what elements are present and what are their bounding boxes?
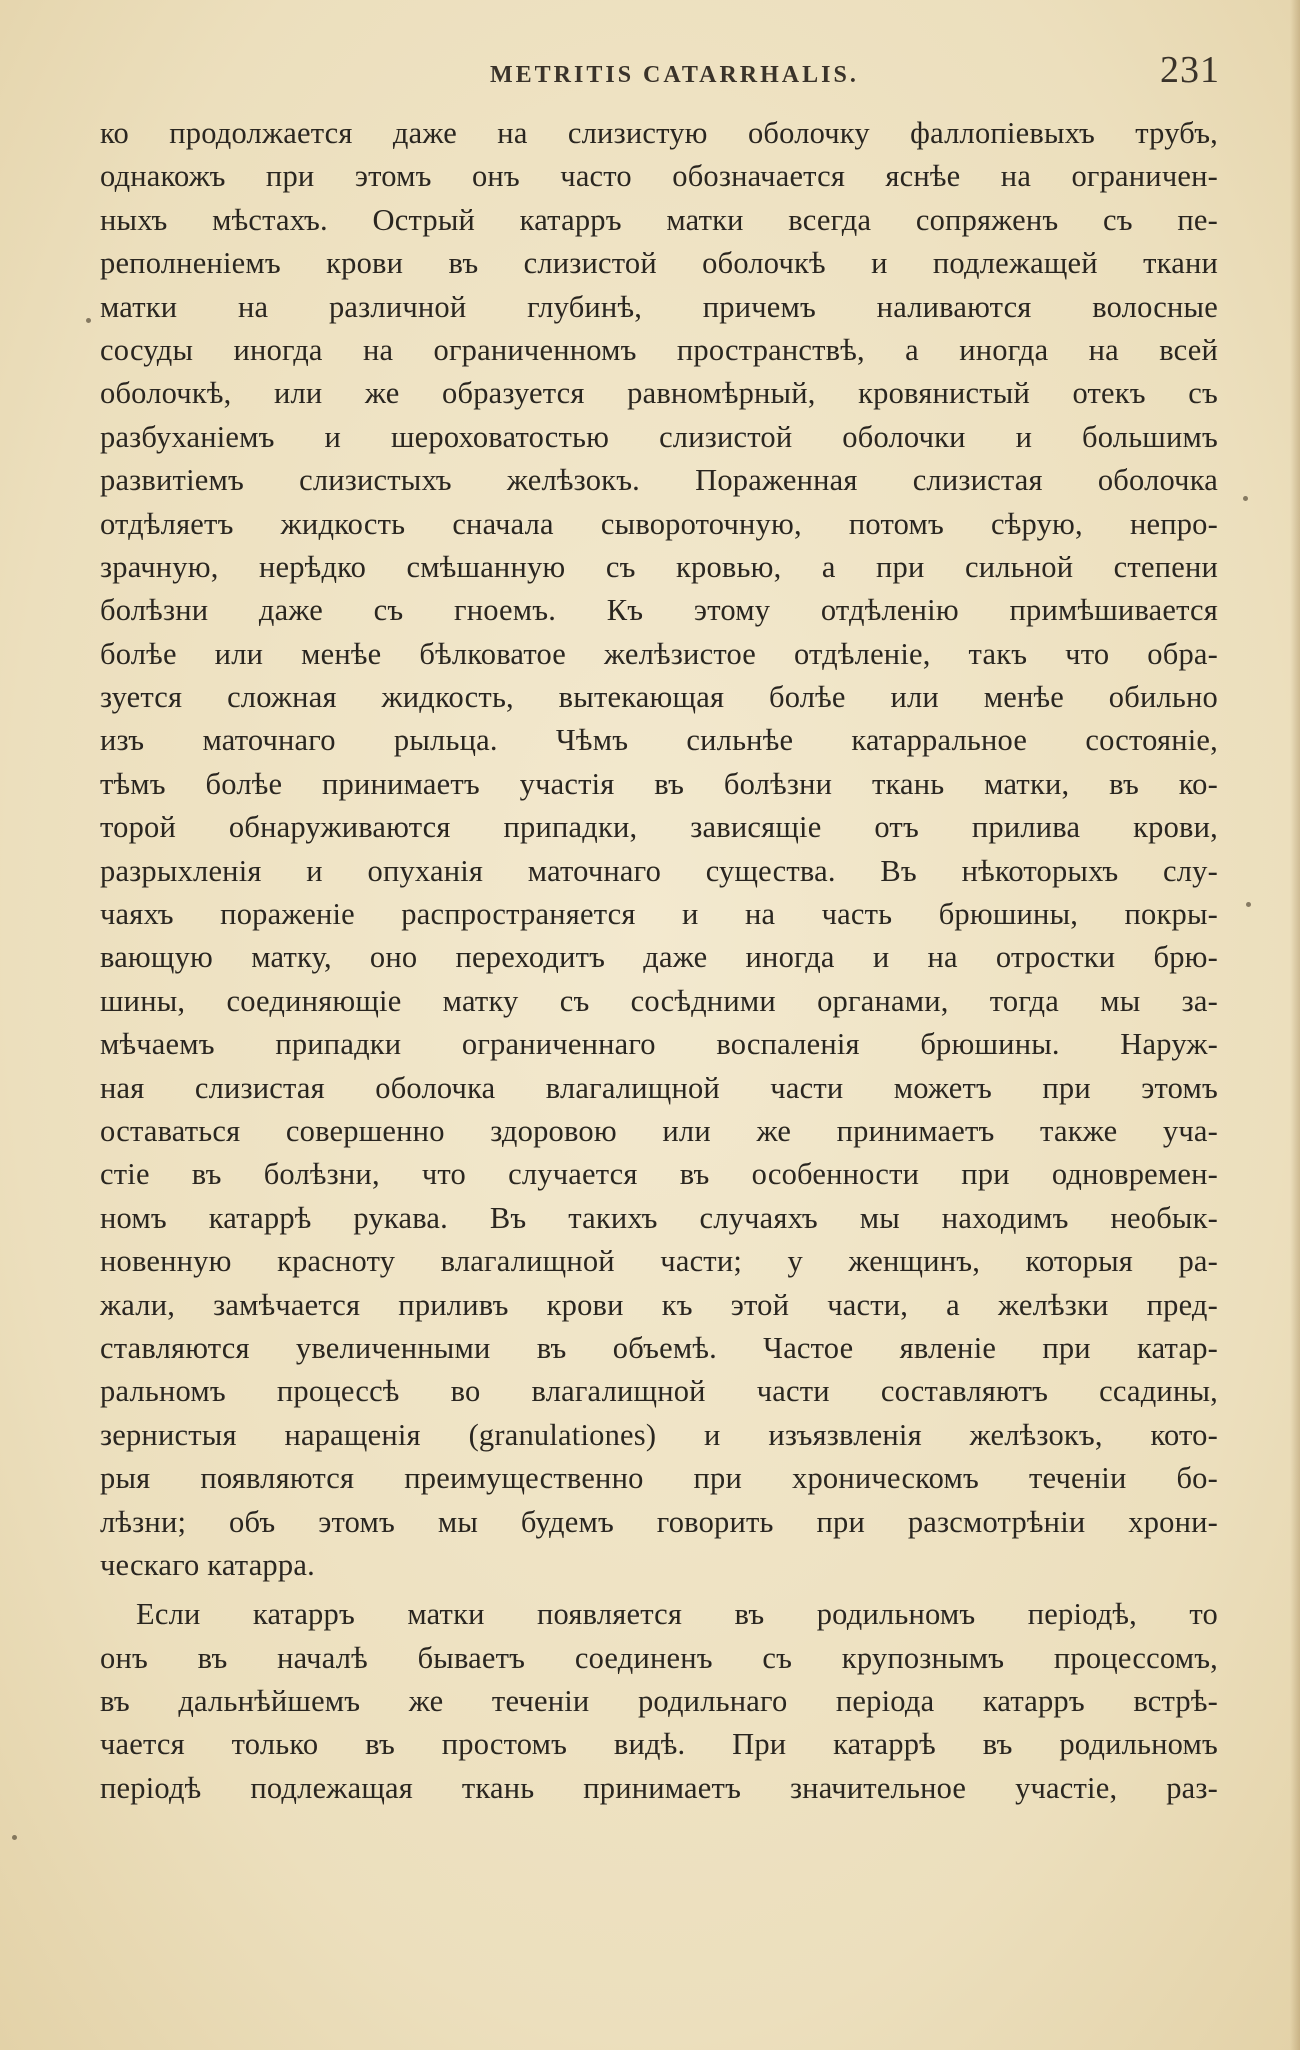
text-line: ральномъ процессѣ во влагалищной части составляютъ ссадины, xyxy=(100,1374,1218,1409)
text-line: оболочкѣ, или же образуется равномѣрный, кровянистый отекъ съ xyxy=(100,376,1218,411)
text-line: Если катарръ матки появляется въ родильномъ періодѣ, то xyxy=(136,1597,1218,1632)
page-number: 231 xyxy=(1160,49,1220,91)
text-line: ныхъ мѣстахъ. Острый катарръ матки всегда сопряженъ съ пе- xyxy=(100,202,1218,237)
text-line: зрачную, нерѣдко смѣшанную съ кровью, а при сильной степени xyxy=(100,549,1218,584)
text-line: матки на различной глубинѣ, причемъ наливаются волосные xyxy=(100,289,1218,324)
ink-speck xyxy=(86,318,91,323)
text-line: реполненіемъ крови въ слизистой оболочкѣ и подлежащей ткани xyxy=(100,246,1218,281)
text-line: жали, замѣчается приливъ крови къ этой части, а желѣзки пред- xyxy=(100,1287,1218,1322)
text-line: болѣе или менѣе бѣлковатое желѣзистое отдѣленіе, такъ что обра- xyxy=(100,636,1218,671)
text-line: болѣзни даже съ гноемъ. Къ этому отдѣленію примѣшивается xyxy=(100,593,1218,628)
text-line: разрыхленія и опуханія маточнаго существа. Въ нѣкоторыхъ слу- xyxy=(100,853,1218,888)
text-line: торой обнаруживаются припадки, зависящіе отъ прилива крови, xyxy=(100,810,1218,845)
page-header xyxy=(100,48,1220,98)
text-line: ставляются увеличенными въ объемѣ. Частое явленіе при катар- xyxy=(100,1330,1218,1365)
text-line: чаяхъ пораженіе распространяется и на часть брюшины, покры- xyxy=(100,897,1218,932)
body-text xyxy=(100,112,1218,1810)
paragraph-2 xyxy=(100,1593,1218,1810)
ink-speck xyxy=(12,1835,17,1840)
ink-speck xyxy=(1246,902,1251,907)
text-line: въ дальнѣйшемъ же теченіи родильнаго періода катарръ встрѣ- xyxy=(100,1684,1218,1719)
text-line: зуется сложная жидкость, вытекающая болѣе или менѣе обильно xyxy=(100,680,1218,715)
text-line: онъ въ началѣ бываетъ соединенъ съ крупознымъ процессомъ, xyxy=(100,1640,1218,1675)
text-line: вающую матку, оно переходитъ даже иногда и на отростки брю- xyxy=(100,940,1218,975)
text-line: разбуханіемъ и шероховатостью слизистой оболочки и большимъ xyxy=(100,419,1218,454)
text-line: стіе въ болѣзни, что случается въ особенности при одновремен- xyxy=(100,1157,1218,1192)
text-line: рыя появляются преимущественно при хроническомъ теченіи бо- xyxy=(100,1461,1218,1496)
text-line: мѣчаемъ припадки ограниченнаго воспаленія брюшины. Наруж- xyxy=(100,1027,1218,1062)
text-line: новенную красноту влагалищной части; у женщинъ, которыя ра- xyxy=(100,1244,1218,1279)
text-line: сосуды иногда на ограниченномъ пространствѣ, а иногда на всей xyxy=(100,332,1218,367)
text-line: отдѣляетъ жидкость сначала сывороточную, потомъ сѣрую, непро- xyxy=(100,506,1218,541)
text-line: изъ маточнаго рыльца. Чѣмъ сильнѣе катарральное состояніе, xyxy=(100,723,1218,758)
text-line: лѣзни; объ этомъ мы будемъ говорить при разсмотрѣніи хрони- xyxy=(100,1504,1218,1539)
text-line: тѣмъ болѣе принимаетъ участія въ болѣзни ткань матки, въ ко- xyxy=(100,766,1218,801)
paragraph-1 xyxy=(100,112,1218,1587)
ink-speck xyxy=(1243,496,1248,501)
text-line: развитіемъ слизистыхъ желѣзокъ. Пораженная слизистая оболочка xyxy=(100,463,1218,498)
text-line: зернистыя наращенія (granulationes) и изъязвленія желѣзокъ, кото- xyxy=(100,1417,1218,1452)
text-line: однакожъ при этомъ онъ часто обозначается яснѣе на ограничен- xyxy=(100,159,1218,194)
text-line: номъ катаррѣ рукава. Въ такихъ случаяхъ мы находимъ необык- xyxy=(100,1200,1218,1235)
running-head: METRITIS CATARRHALIS. xyxy=(490,62,859,88)
text-line: ко продолжается даже на слизистую оболочку фаллопіевыхъ трубъ, xyxy=(100,116,1218,150)
text-line: чается только въ простомъ видѣ. При катаррѣ въ родильномъ xyxy=(100,1727,1218,1762)
text-line: ная слизистая оболочка влагалищной части можетъ при этомъ xyxy=(100,1070,1218,1105)
page-edge-shadow xyxy=(1290,0,1300,2050)
text-line: шины, соединяющіе матку съ сосѣдними органами, тогда мы за- xyxy=(100,983,1218,1018)
text-line: ческаго катарра. xyxy=(100,1547,315,1582)
text-line: періодѣ подлежащая ткань принимаетъ значительное участіе, раз- xyxy=(100,1770,1218,1805)
text-line: оставаться совершенно здоровою или же принимаетъ также уча- xyxy=(100,1113,1218,1148)
